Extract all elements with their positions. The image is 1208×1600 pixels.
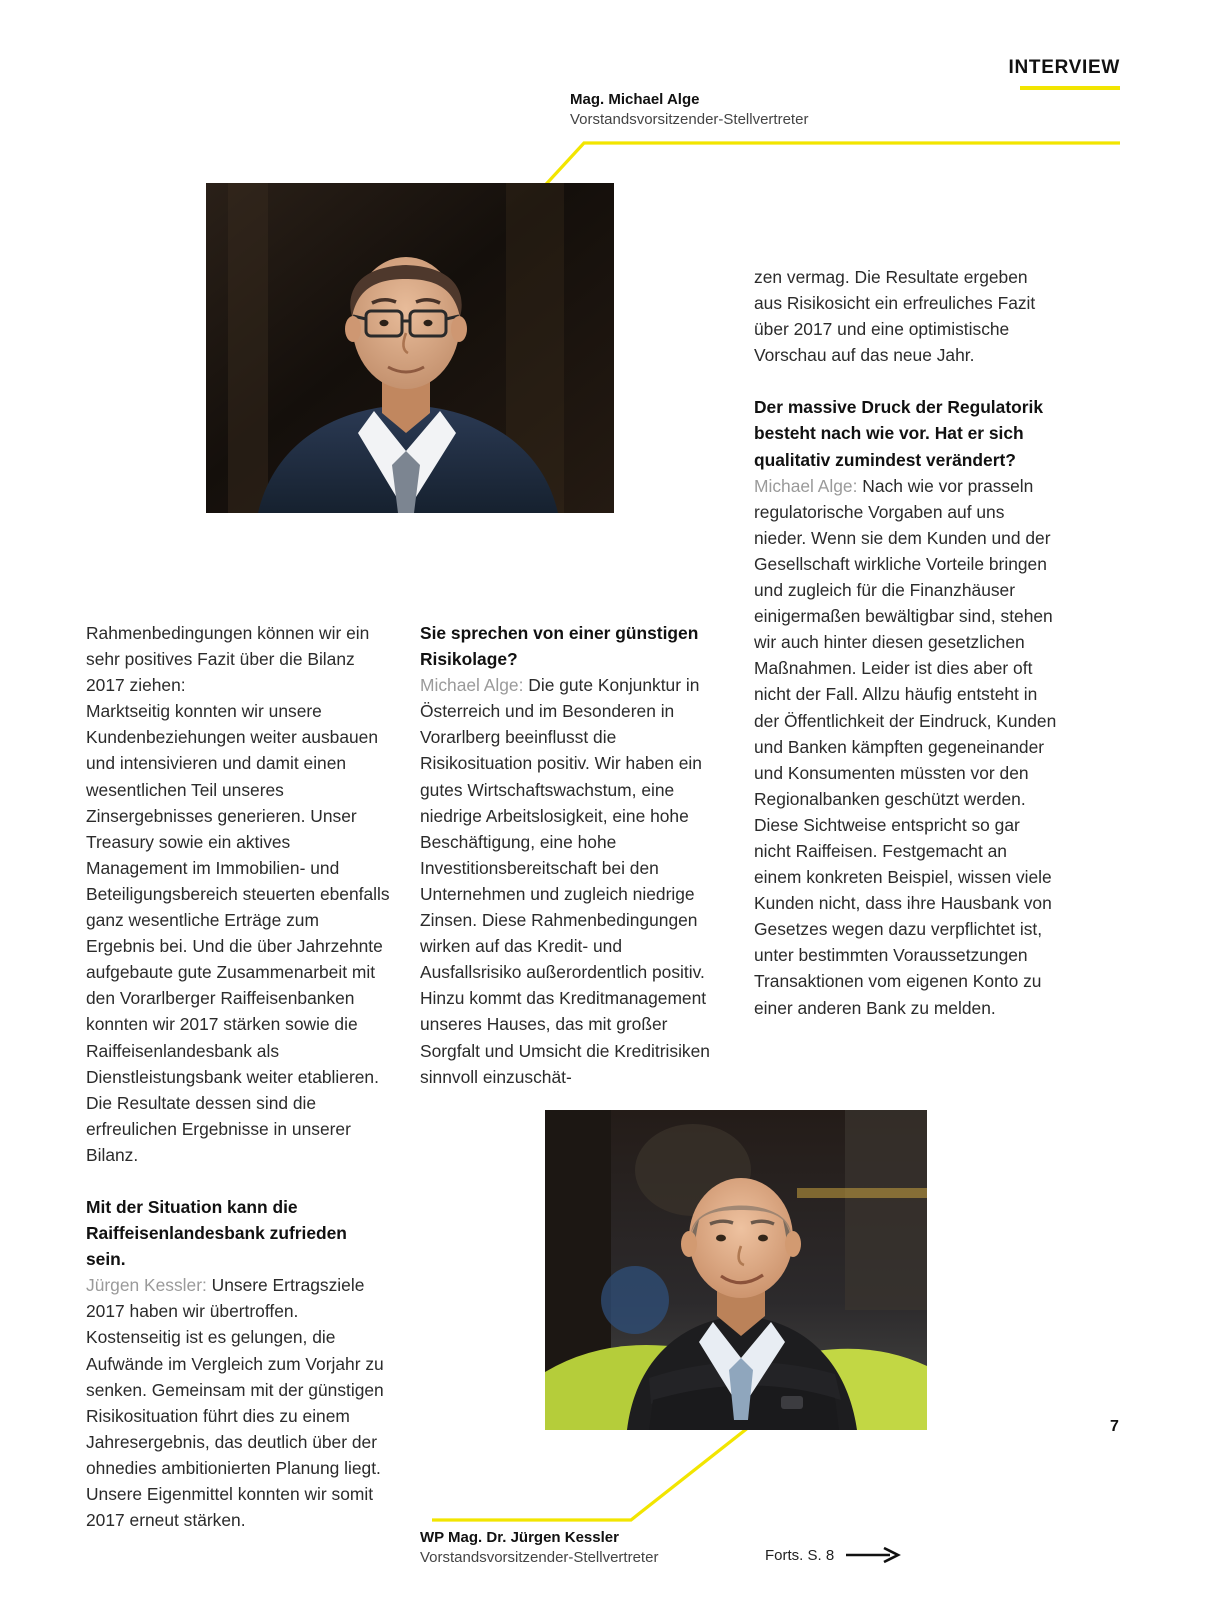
- caption-kessler-name: WP Mag. Dr. Jürgen Kessler: [420, 1529, 619, 1546]
- page-title: INTERVIEW: [1008, 57, 1120, 78]
- header: [1008, 58, 1120, 90]
- left-paragraph-1: Rahmenbedingungen können wir ein sehr positives Fazit über die Bilanz 2017 ziehen:: [86, 623, 370, 696]
- paragraph-spacer: [86, 1168, 391, 1194]
- left-answer: Unsere Ertragsziele 2017 haben wir übertroffen. Kostenseitig ist es gelungen, die Aufwände im Vergleich zum Vorjahr zu senken. Gemeinsam mit der günstigen Risikosituation führt dies zu einem Jahresergebnis, das deutlich über der ohnedies ambitionierten Planung liegt. Unsere Eigenmittel konnten wir somit 2017 erneut stärken.: [86, 1275, 384, 1531]
- right-speaker-label: Michael Alge:: [754, 475, 858, 496]
- photo-juergen-kessler: [545, 1110, 927, 1430]
- caption-kessler: [420, 1528, 658, 1568]
- article-column-right: [754, 264, 1059, 1021]
- page-number: 7: [1110, 1418, 1119, 1435]
- article-column-middle: [420, 620, 725, 1090]
- photo-michael-alge: [206, 183, 614, 513]
- left-paragraph-2: Marktseitig konnten wir unsere Kundenbeziehungen weiter ausbauen und intensivieren und damit einen wesentlichen Teil unseres Zinsergebnisses generieren. Unser Treasury sowie ein aktives Management im Immobilien- und Beteiligungsbereich steuerten ebenfalls ganz wesentliche Erträge zum Ergebnis bei. Und die über Jahrzehnte aufgebaute gute Zusammenarbeit mit den Vorarlberger Raiffeisenbanken konnten wir 2017 stärken sowie die Raiffeisenlandesbank als Dienstleistungsbank weiter etablieren. Die Resultate dessen sind die erfreulichen Ergebnisse in unserer Bilanz.: [86, 701, 390, 1165]
- right-paragraph-1: zen vermag. Die Resultate ergeben aus Risikosicht ein erfreuliches Fazit über 2017 und eine optimistische Vorschau auf das neue Jahr.: [754, 267, 1036, 366]
- middle-question: Sie sprechen von einer günstigen Risikolage?: [420, 623, 699, 670]
- caption-alge: [570, 90, 808, 130]
- article-column-left: [86, 620, 391, 1533]
- right-answer: Nach wie vor prasseln regulatorische Vorgaben auf uns nieder. Wenn sie dem Kunden und der Gesellschaft wirkliche Vorteile bringen und zugleich für die Finanzhäuser einigermaßen bewältigbar sind, stehen wir auch hinter diesen gesetzlichen Maßnahmen. Leider ist dies aber oft nicht der Fall. Allzu häufig entsteht in der Öffentlichkeit der Eindruck, Kunden und Banken kämpften gegeneinander und Konsumenten müssten vor den Regionalbanken geschützt werden. Diese Sichtweise entspricht so gar nicht Raiffeisen. Festgemacht an einem konkreten Beispiel, wissen viele Kunden nicht, dass ihre Hausbank von Gesetzes wegen dazu verpflichtet ist, unter bestimmten Voraussetzungen Transaktionen vom eigenen Konto zu einer anderen Bank zu melden.: [754, 475, 1057, 1018]
- left-question: Mit der Situation kann die Raiffeisenlandesbank zufrieden sein.: [86, 1196, 347, 1270]
- continuation-label: Forts. S. 8: [765, 1546, 835, 1564]
- paragraph-spacer: [754, 368, 1059, 394]
- right-question: Der massive Druck der Regulatorik besteht nach wie vor. Hat er sich qualitativ zumindest verändert?: [754, 397, 1044, 470]
- left-speaker-label: Jürgen Kessler:: [86, 1275, 207, 1296]
- photo-alge-graphic: [206, 183, 614, 513]
- header-accent-rule: [1020, 86, 1120, 90]
- caption-kessler-role: Vorstandsvorsitzender-Stellvertreter: [420, 1548, 659, 1566]
- middle-speaker-label: Michael Alge:: [420, 675, 524, 696]
- photo-kessler-graphic: [545, 1110, 927, 1430]
- caption-alge-role: Vorstandsvorsitzender-Stellvertreter: [570, 110, 809, 128]
- middle-answer: Die gute Konjunktur in Österreich und im Besonderen in Vorarlberg beeinflusst die Risikosituation positiv. Wir haben ein gutes Wirtschaftswachstum, eine niedrige Arbeitslosigkeit, eine hohe Beschäftigung, eine hohe Investitionsbereitschaft bei den Unternehmen und zugleich niedrige Zinsen. Diese Rahmenbedingungen wirken auf das Kredit- und Ausfallsrisiko außerordentlich positiv. Hinzu kommt das Kreditmanagement unseres Hauses, das mit großer Sorgfalt und Umsicht die Kreditrisiken sinnvoll einzuschät-: [420, 675, 710, 1087]
- continuation-note: [765, 1546, 902, 1564]
- caption-alge-name: Mag. Michael Alge: [570, 91, 700, 108]
- arrow-right-icon: [846, 1546, 902, 1564]
